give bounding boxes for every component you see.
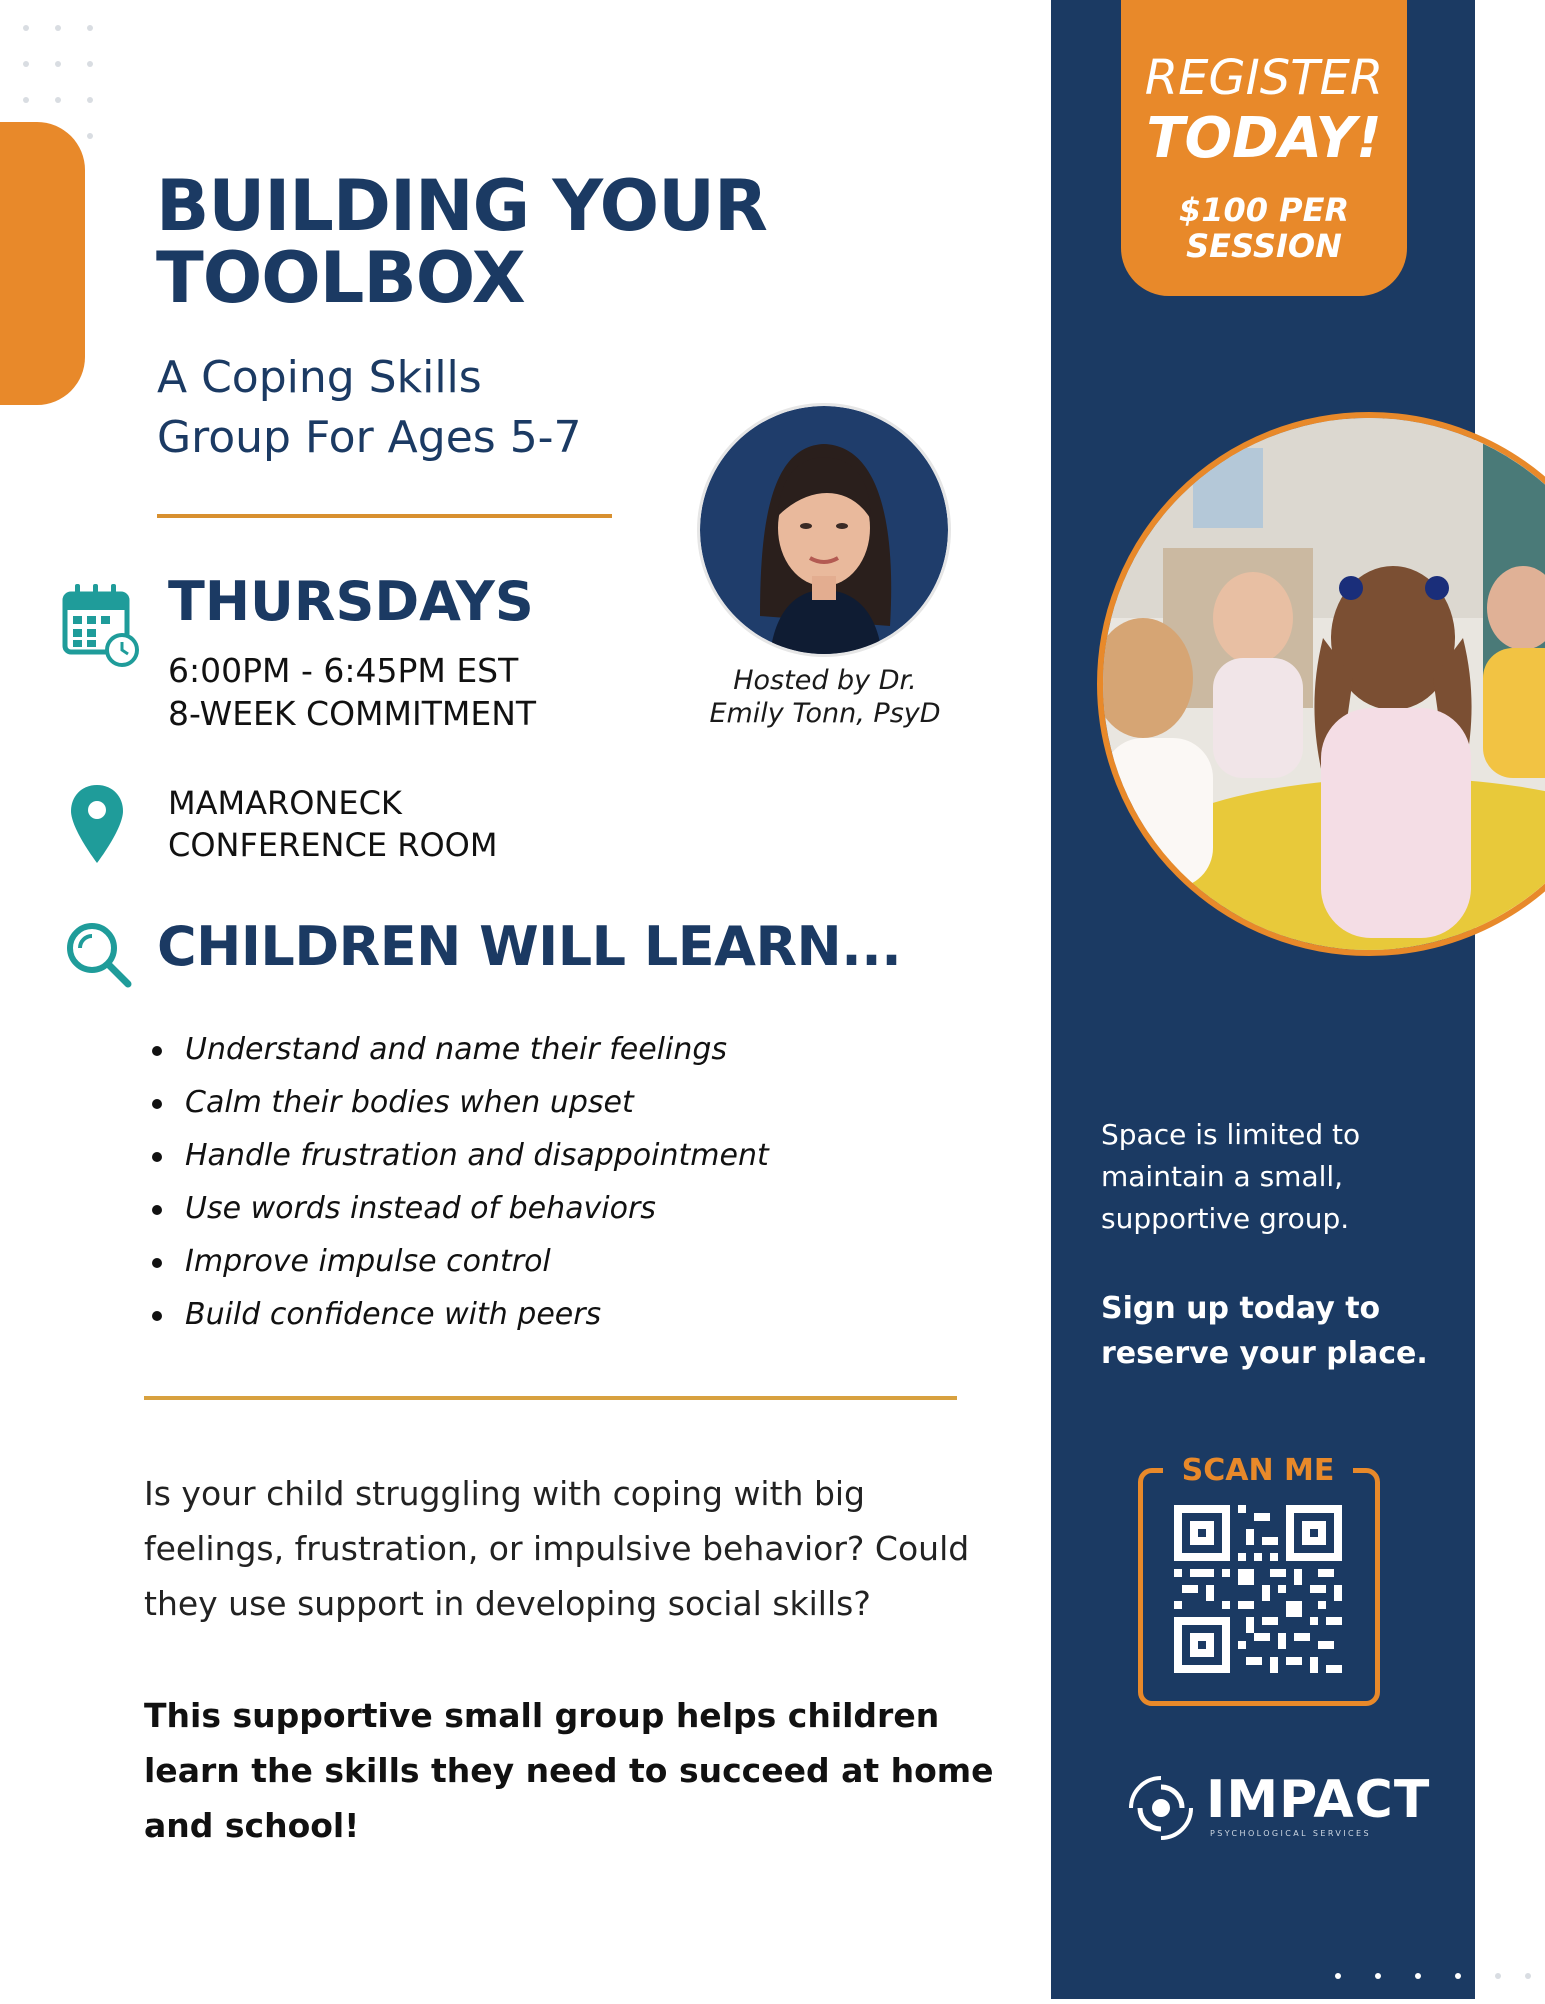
host-caption-line-2: Emily Tonn, PsyD: [709, 698, 941, 729]
signup-text: [1101, 1286, 1451, 1376]
signup-line-1: Sign up today to: [1101, 1291, 1381, 1326]
intro-line-3: they use support in developing social skills?: [144, 1584, 871, 1623]
intro-line-1: Is your child struggling with coping with big: [144, 1474, 866, 1513]
schedule-time: 6:00PM - 6:45PM EST: [168, 651, 519, 690]
dots-pattern: [1334, 1970, 1534, 1999]
register-callout: [1121, 0, 1407, 296]
space-limited-text: [1101, 1114, 1431, 1240]
intro-paragraph: [144, 1466, 984, 1631]
learn-item: Use words instead of behaviors: [145, 1187, 769, 1240]
host-photo: [697, 403, 951, 657]
location-line-1: MAMARONECK: [168, 784, 402, 822]
intro-line-2: feelings, frustration, or impulsive behavior? Could: [144, 1529, 970, 1568]
space-line-2: maintain a small,: [1101, 1160, 1344, 1193]
closing-line-1: This supportive small group helps children: [144, 1696, 940, 1735]
learn-list: [145, 1028, 769, 1346]
price-text: [1121, 192, 1407, 264]
decorative-dots-bottom-right: [1334, 1970, 1534, 1999]
location-line-2: CONFERENCE ROOM: [168, 826, 498, 864]
learn-item: Improve impulse control: [145, 1240, 769, 1293]
learn-heading: CHILDREN WILL LEARN...: [157, 915, 902, 978]
divider-middle: [144, 1396, 957, 1400]
closing-paragraph: [144, 1688, 994, 1853]
calendar-clock-icon: [62, 582, 140, 668]
orange-accent-tab: [0, 122, 85, 405]
divider-top: [157, 514, 612, 518]
register-line-1: REGISTER: [1144, 50, 1384, 106]
logo-wordmark: IMPACT: [1206, 1770, 1431, 1830]
search-icon: [64, 920, 134, 990]
schedule-commitment: 8-WEEK COMMITMENT: [168, 694, 537, 733]
signup-line-2: reserve your place.: [1101, 1336, 1428, 1371]
host-caption: [680, 664, 970, 730]
title-line-1: BUILDING YOUR: [156, 165, 767, 247]
price-line-2: SESSION: [1186, 227, 1342, 265]
learn-item: Handle frustration and disappointment: [145, 1134, 769, 1187]
closing-line-2: learn the skills they need to succeed at home: [144, 1751, 994, 1790]
subtitle-line-1: A Coping Skills: [157, 352, 482, 403]
closing-line-3: and school!: [144, 1806, 360, 1845]
space-line-1: Space is limited to: [1101, 1118, 1361, 1151]
impact-logo-icon: [1128, 1775, 1194, 1841]
learn-item: Build confidence with peers: [145, 1293, 769, 1346]
page-title: [156, 165, 767, 319]
schedule-day: THURSDAYS: [168, 570, 534, 633]
price-line-1: $100 PER: [1178, 191, 1350, 229]
title-line-2: TOOLBOX: [156, 237, 525, 319]
map-pin-icon: [69, 783, 125, 865]
subtitle: [157, 348, 582, 468]
space-line-3: supportive group.: [1101, 1202, 1350, 1235]
qr-code[interactable]: [1174, 1505, 1342, 1673]
logo-tagline: PSYCHOLOGICAL SERVICES: [1210, 1829, 1371, 1838]
host-caption-line-1: Hosted by Dr.: [733, 665, 917, 696]
host-portrait-image: [700, 406, 948, 654]
learn-item: Understand and name their feelings: [145, 1028, 769, 1081]
learn-item: Calm their bodies when upset: [145, 1081, 769, 1134]
register-line-2: TODAY!: [1146, 106, 1382, 171]
scan-me-label: SCAN ME: [1181, 1453, 1335, 1488]
subtitle-line-2: Group For Ages 5-7: [157, 412, 582, 463]
